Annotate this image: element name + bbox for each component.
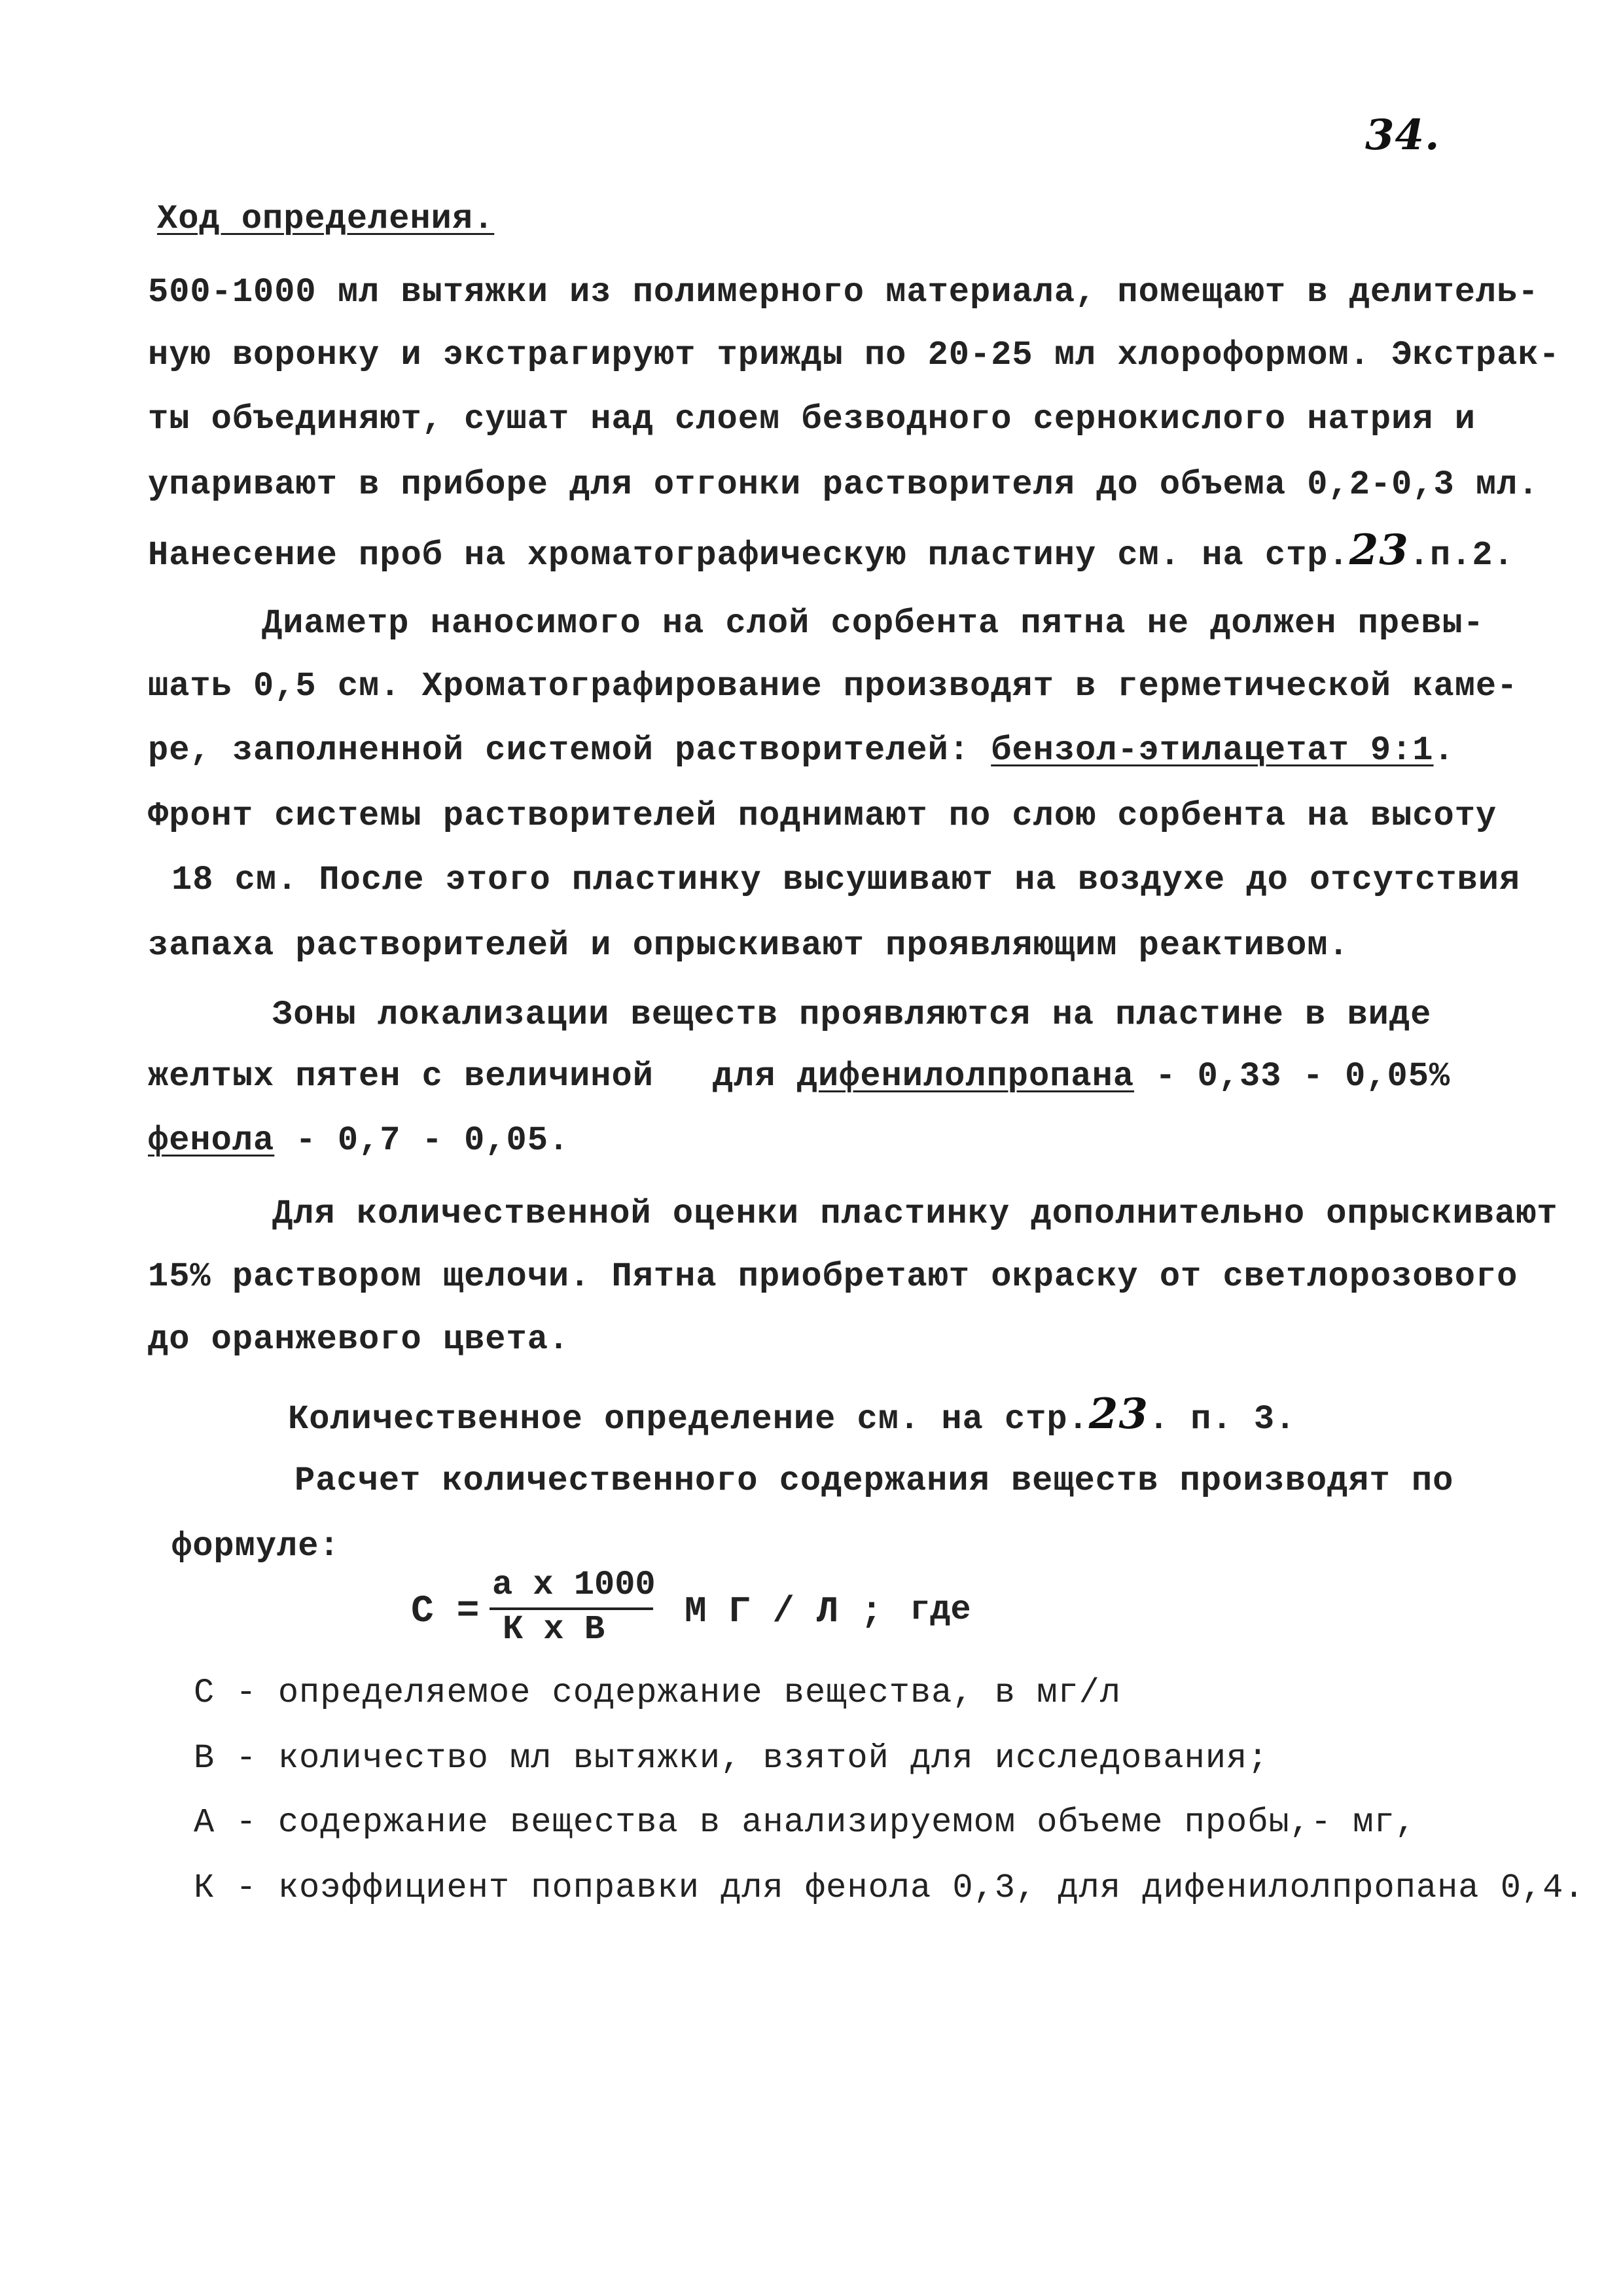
text-line: ную воронку и экстрагируют трижды по 20-25 мл хлороформом. Экстрак- <box>148 336 1560 374</box>
text-segment: желтых пятен с величиной <box>148 1057 654 1096</box>
rf-values: - 0,7 - 0,05. <box>274 1121 570 1160</box>
text-line: до оранжевого цвета. <box>148 1320 570 1359</box>
text-line: формуле: <box>171 1527 340 1566</box>
text-line <box>148 1118 569 1164</box>
text-line <box>148 1054 1450 1100</box>
substance-name: фенола <box>148 1121 275 1160</box>
text-line <box>288 1391 1296 1443</box>
formula-units: М Г / Л ; <box>685 1590 883 1632</box>
substance-name: дифенилолпропана <box>796 1057 1135 1096</box>
text-segment: Количественное определение см. на стр. <box>288 1400 1089 1439</box>
text-segment: . <box>1433 731 1455 770</box>
text-line: 500-1000 мл вытяжки из полимерного материала, помещают в делитель- <box>148 273 1539 312</box>
text-segment: Нанесение проб на хроматографическую пластину см. на стр. <box>148 536 1349 575</box>
text-line: шать 0,5 см. Хроматографирование производят в герметической каме- <box>148 667 1518 706</box>
page-number: 34. <box>1365 111 1440 160</box>
text-line: 15% раствором щелочи. Пятна приобретают окраску от светлорозового <box>148 1257 1518 1296</box>
solvent-system: бензол-этилацетат 9:1 <box>991 731 1434 770</box>
text-line <box>148 728 1455 774</box>
definition-line: С - определяемое содержание вещества, в мг/л <box>194 1674 1122 1712</box>
definition-line: А - содержание вещества в анализируемом объеме пробы,- мг, <box>194 1803 1416 1842</box>
formula-denominator: К х В <box>503 1610 605 1649</box>
handwritten-page-reference: 23 <box>1349 526 1409 575</box>
text-line: Фронт системы растворителей поднимают по слою сорбента на высоту <box>148 797 1497 835</box>
definition-line: К - коэффициент поправки для фенола 0,3, для дифенилолпропана 0,4. <box>194 1869 1585 1907</box>
text-segment: для <box>712 1057 797 1096</box>
text-line: Расчет количественного содержания веществ производят по <box>294 1462 1454 1500</box>
text-line: ты объединяют, сушат над слоем безводного сернокислого натрия и <box>148 400 1476 439</box>
text-line: 18 см. После этого пластинку высушивают на воздухе до отсутствия <box>171 861 1521 899</box>
text-segment: .п.2. <box>1408 536 1514 575</box>
handwritten-page-reference: 23 <box>1088 1390 1149 1439</box>
text-line: Диаметр наносимого на слой сорбента пятна не должен превы- <box>262 604 1484 643</box>
text-line: Зоны локализации веществ проявляются на пластине в виде <box>272 996 1432 1034</box>
formula-lhs: С = <box>411 1590 480 1633</box>
definition-line: В - количество мл вытяжки, взятой для исследования; <box>194 1739 1269 1778</box>
text-line: упаривают в приборе для отгонки растворителя до объема 0,2-0,3 мл. <box>148 465 1539 504</box>
section-heading: Ход определения. <box>157 200 495 238</box>
text-segment: . п. 3. <box>1148 1400 1296 1439</box>
text-segment: ре, заполненной системой растворителей: <box>148 731 991 770</box>
text-line: Для количественной оценки пластинку дополнительно опрыскивают <box>272 1194 1558 1233</box>
formula-numerator: а х 1000 <box>492 1566 656 1604</box>
formula-where: где <box>910 1590 971 1629</box>
rf-values: - 0,33 - 0,05% <box>1134 1057 1451 1096</box>
text-line: запаха растворителей и опрыскивают проявляющим реактивом. <box>148 926 1349 965</box>
text-line <box>148 528 1514 579</box>
